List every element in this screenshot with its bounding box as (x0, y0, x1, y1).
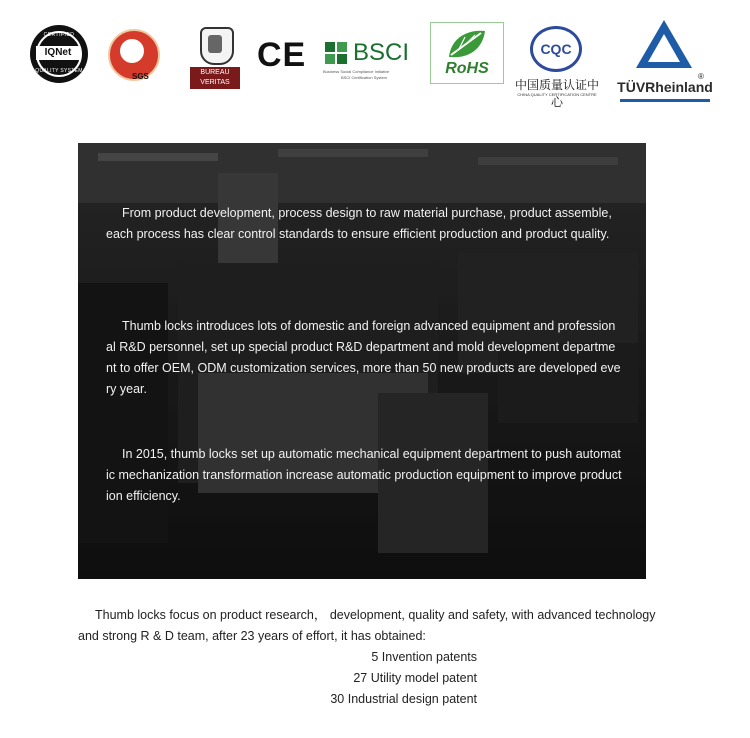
cqc-text: CQC (540, 41, 572, 57)
panel-paragraph-2: Thumb locks introduces lots of domestic and foreign advanced equipment and professional R&D personnel, set up special product R&D department and mold development department to offer OEM, ODM customization services, more than 50 new products are developed every year. (106, 319, 621, 396)
bv-line1: BUREAU (200, 69, 230, 76)
sgs-logo (108, 29, 160, 81)
iqnet-logo (30, 25, 88, 83)
factory-photo-panel (78, 143, 646, 579)
leaf-icon (445, 27, 489, 61)
achievement-item: 30 Industrial design patent (330, 692, 477, 706)
bsci-logo (323, 38, 415, 84)
cqc-logo (510, 26, 604, 109)
achievement-item: 5 Invention patents (371, 650, 477, 664)
intro-paragraph: Thumb locks focus on product research， development, quality and safety, with advanced technology and strong R & D team, after 23 years of effort, it has obtained: (78, 608, 656, 643)
panel-paragraph-3: In 2015, thumb locks set up automatic mechanical equipment department to push automatic mechanization transformation increase automatic production equipment to improve production efficiency. (106, 447, 622, 503)
certification-logos (0, 0, 750, 110)
iqnet-mid-text: IQNet (36, 46, 80, 60)
tuv-registered: ® (698, 72, 704, 81)
tuv-triangle-icon (634, 18, 694, 70)
cqc-chinese-name: 中国质量认证中心 (514, 78, 599, 109)
rohs-text: RoHS (445, 60, 489, 77)
achievement-item: 27 Utility model patent (353, 671, 477, 685)
ce-logo: CE (257, 36, 307, 74)
tuv-text: TÜVRheinland (617, 79, 713, 95)
rohs-logo (430, 22, 504, 84)
iqnet-bottom-text: QUALITY SYSTEM (35, 68, 83, 74)
bsci-text: BSCI (353, 39, 410, 66)
bureau-veritas-logo (190, 27, 240, 89)
bsci-sub2: BSCI Certification System (341, 75, 388, 80)
cqc-english-name: CHINA QUALITY CERTIFICATION CENTRE (517, 92, 597, 97)
bsci-mark-icon (323, 40, 349, 66)
iqnet-top-text: CERTIFIED (43, 32, 75, 38)
tuv-rheinland-logo (616, 18, 714, 104)
sgs-label: SGS (132, 72, 149, 81)
panel-paragraph-1: From product development, process design to raw material purchase, product assemble, each process has clear control standards to ensure efficient production and product quality. (106, 206, 612, 241)
bsci-sub1: Business Social Compliance Initiative (323, 69, 390, 74)
bv-line2: VERITAS (200, 79, 230, 86)
